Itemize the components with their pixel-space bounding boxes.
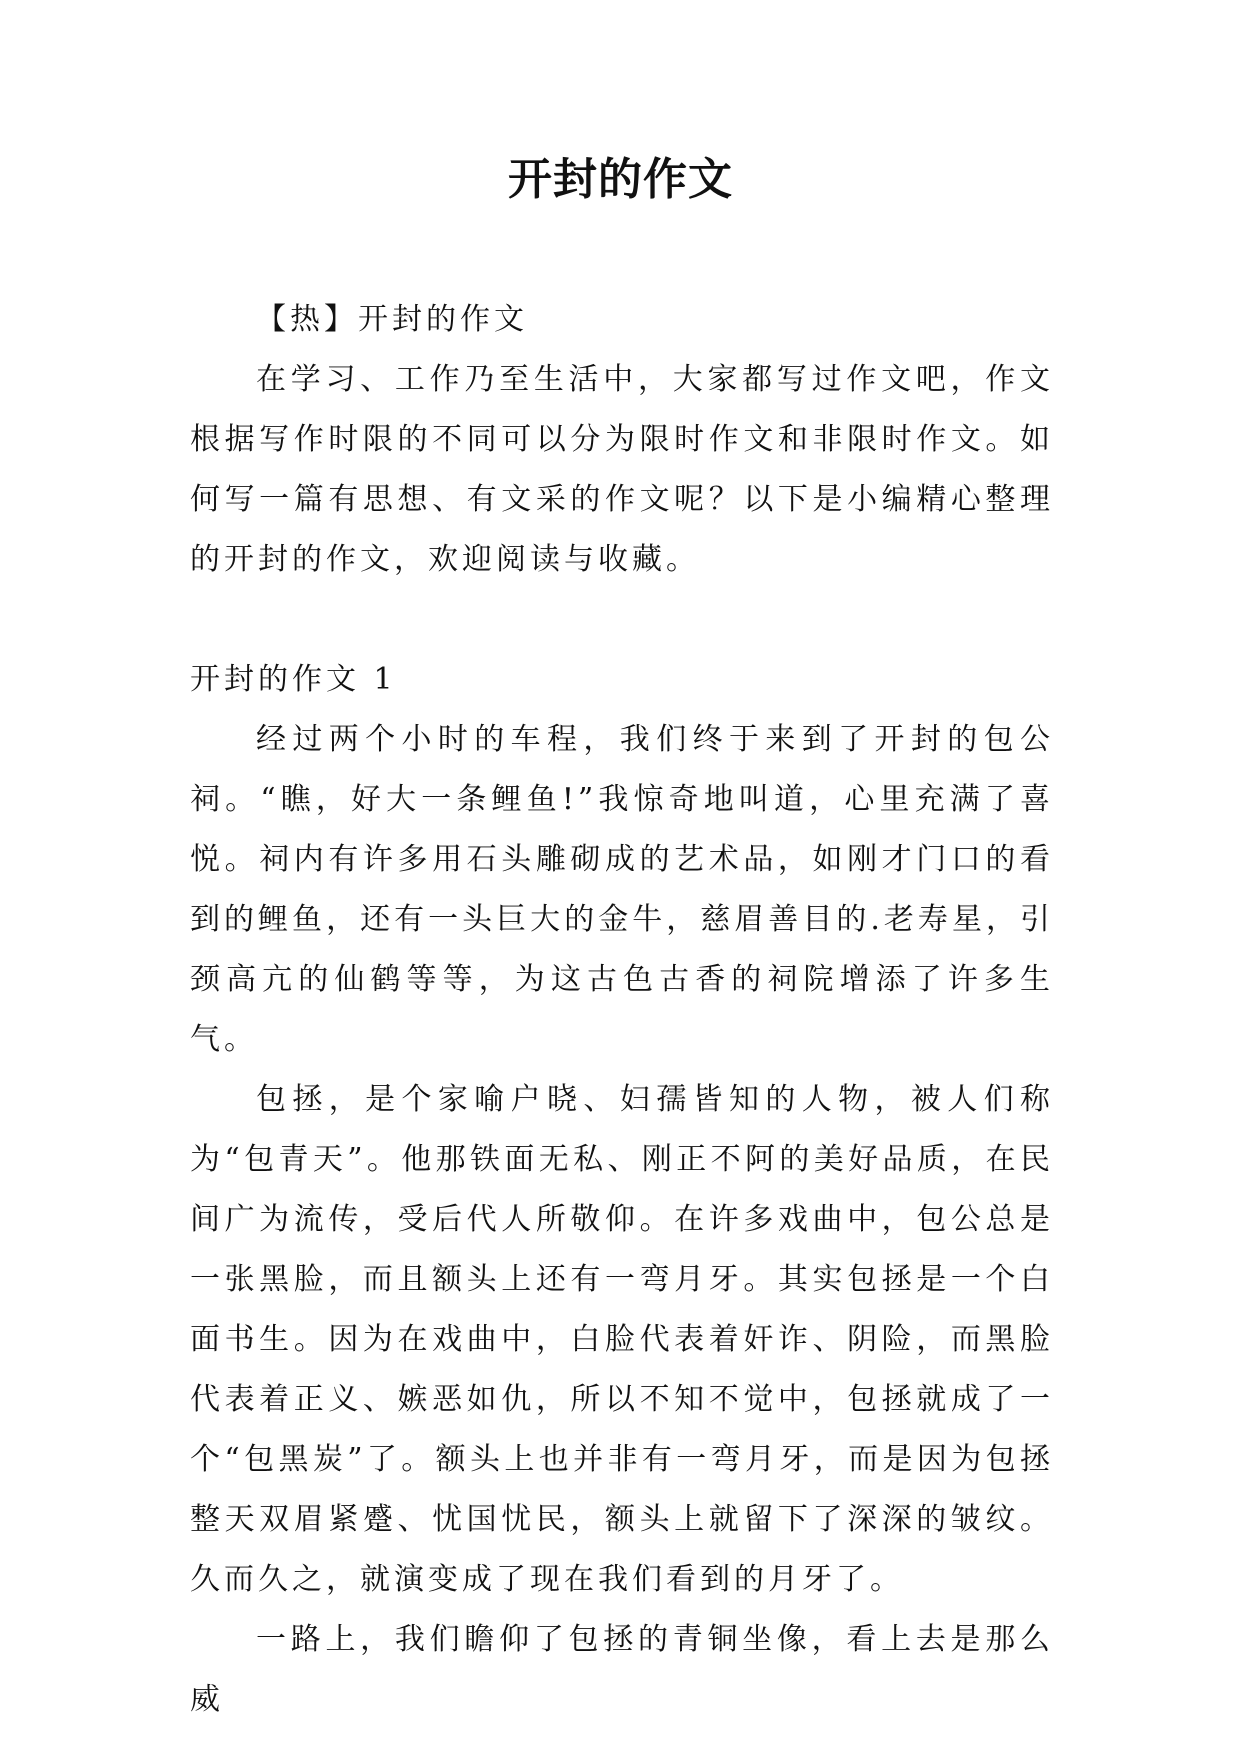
tagline: 【热】开封的作文 xyxy=(256,302,528,337)
body-paragraph: 一路上，我们瞻仰了包拯的青铜坐像，看上去是那么威 xyxy=(190,1622,1054,1717)
body-paragraph: 经过两个小时的车程，我们终于来到了开封的包公祠。“瞧，好大一条鲤鱼!”我惊奇地叫道，心里充满了喜悦。祠内有许多用石头雕砌成的艺术品，如刚才门口的看到的鲤鱼，还有一头巨大的金牛，慈眉善目的.老寿星，引颈高亢的仙鹤等等，为这古色古香的祠院增添了许多生气。 xyxy=(190,722,1054,1057)
body-paragraph: 包拯，是个家喻户晓、妇孺皆知的人物，被人们称为“包青天”。他那铁面无私、刚正不阿的美好品质，在民间广为流传，受后代人所敬仰。在许多戏曲中，包公总是一张黑脸，而且额头上还有一弯月牙。其实包拯是一个白面书生。因为在戏曲中，白脸代表着奸诈、阴险，而黑脸代表着正义、嫉恶如仇，所以不知不觉中，包拯就成了一个“包黑炭”了。额头上也并非有一弯月牙，而是因为包拯整天双眉紧蹙、忧国忧民，额头上就留下了深深的皱纹。久而久之，就演变成了现在我们看到的月牙了。 xyxy=(190,1082,1054,1597)
section-heading: 开封的作文 1 xyxy=(190,662,397,697)
page-title: 开封的作文 xyxy=(508,154,733,205)
intro-paragraph: 在学习、工作乃至生活中，大家都写过作文吧，作文根据写作时限的不同可以分为限时作文和非限时作文。如何写一篇有思想、有文采的作文呢？以下是小编精心整理的开封的作文，欢迎阅读与收藏。 xyxy=(190,362,1054,577)
document-body xyxy=(190,290,1054,1730)
